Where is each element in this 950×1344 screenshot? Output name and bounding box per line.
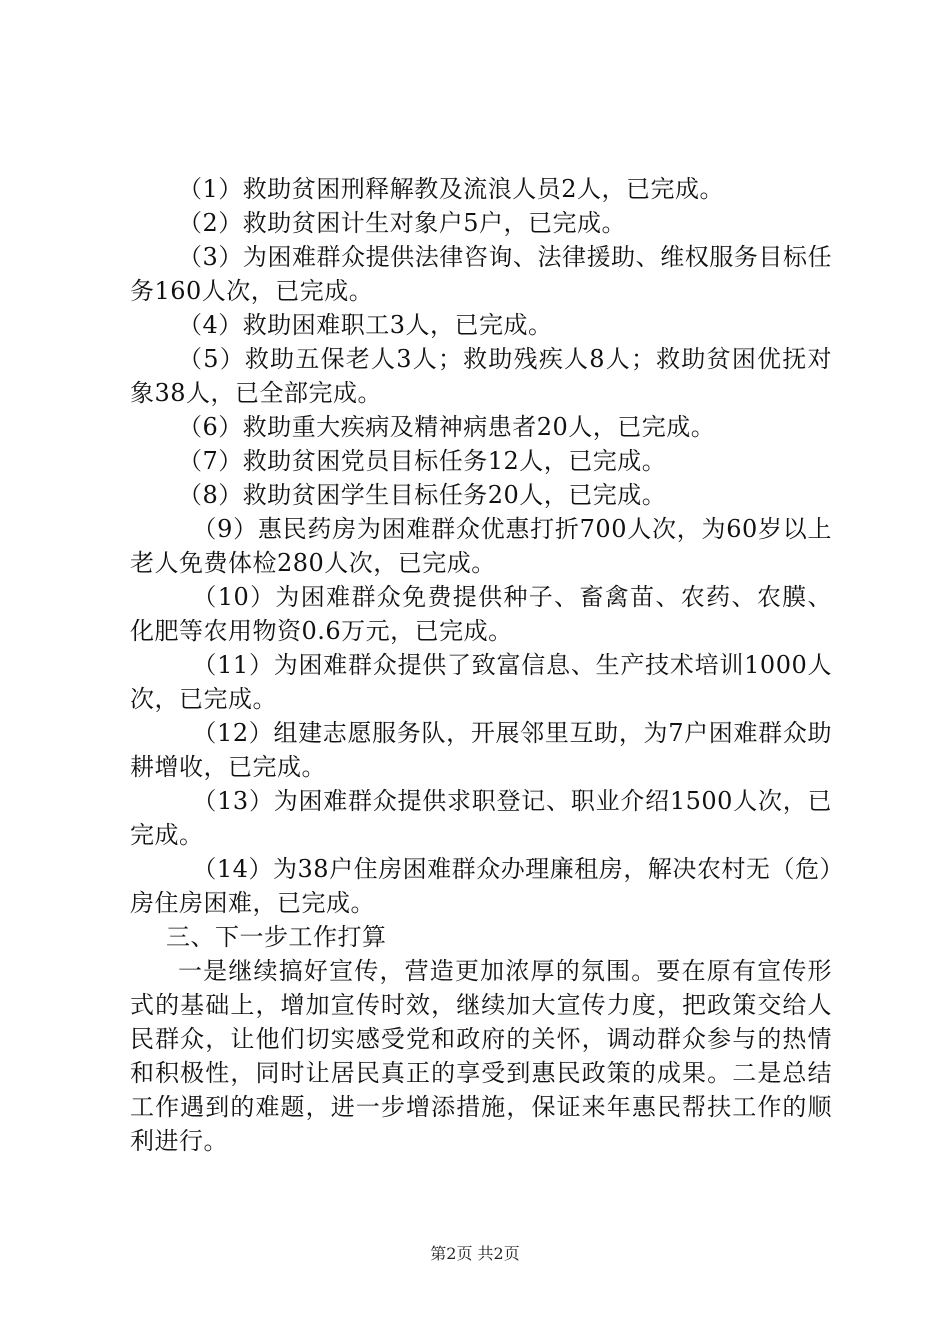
list-item: （12）组建志愿服务队，开展邻里互助，为7户困难群众助耕增收，已完成。 <box>130 719 832 781</box>
list-item: （3）为困难群众提供法律咨询、法律援助、维权服务目标任务160人次，已完成。 <box>130 243 832 305</box>
plan-paragraph: 一是继续搞好宣传，营造更加浓厚的氛围。要在原有宣传形式的基础上，增加宣传时效，继续加大宣传力度，把政策交给人民群众，让他们切实感受党和政府的关怀，调动群众参与的热情和积极性，同时让居民真正的享受到惠民政策的成果。二是总结工作遇到的难题，进一步增添措施，保证来年惠民帮扶工作的顺利进行。 <box>130 957 832 1155</box>
list-item: （8）救助贫困学生目标任务20人，已完成。 <box>178 481 667 509</box>
list-item: （4）救助困难职工3人，已完成。 <box>178 311 553 339</box>
document-body <box>130 172 832 1158</box>
list-item: （6）救助重大疾病及精神病患者20人，已完成。 <box>178 413 716 441</box>
list-item: （13）为困难群众提供求职登记、职业介绍1500人次，已完成。 <box>130 787 832 849</box>
section-heading: 三、下一步工作打算 <box>166 923 387 951</box>
list-item: （10）为困难群众免费提供种子、畜禽苗、农药、农膜、化肥等农用物资0.6万元，已完成。 <box>130 583 832 645</box>
list-item: （9）惠民药房为困难群众优惠打折700人次，为60岁以上老人免费体检280人次，已完成。 <box>130 515 832 577</box>
list-item: （5）救助五保老人3人；救助残疾人8人；救助贫困优抚对象38人，已全部完成。 <box>130 345 832 407</box>
list-item: （14）为38户住房困难群众办理廉租房，解决农村无（危）房住房困难，已完成。 <box>130 855 832 917</box>
list-item: （2）救助贫困计生对象户5户，已完成。 <box>178 209 627 237</box>
list-item: （7）救助贫困党员目标任务12人，已完成。 <box>178 447 667 475</box>
list-item: （11）为困难群众提供了致富信息、生产技术培训1000人次，已完成。 <box>130 651 832 713</box>
page-number-footer: 第2页 共2页 <box>430 1244 520 1263</box>
list-item: （1）救助贫困刑释解教及流浪人员2人，已完成。 <box>178 175 725 203</box>
